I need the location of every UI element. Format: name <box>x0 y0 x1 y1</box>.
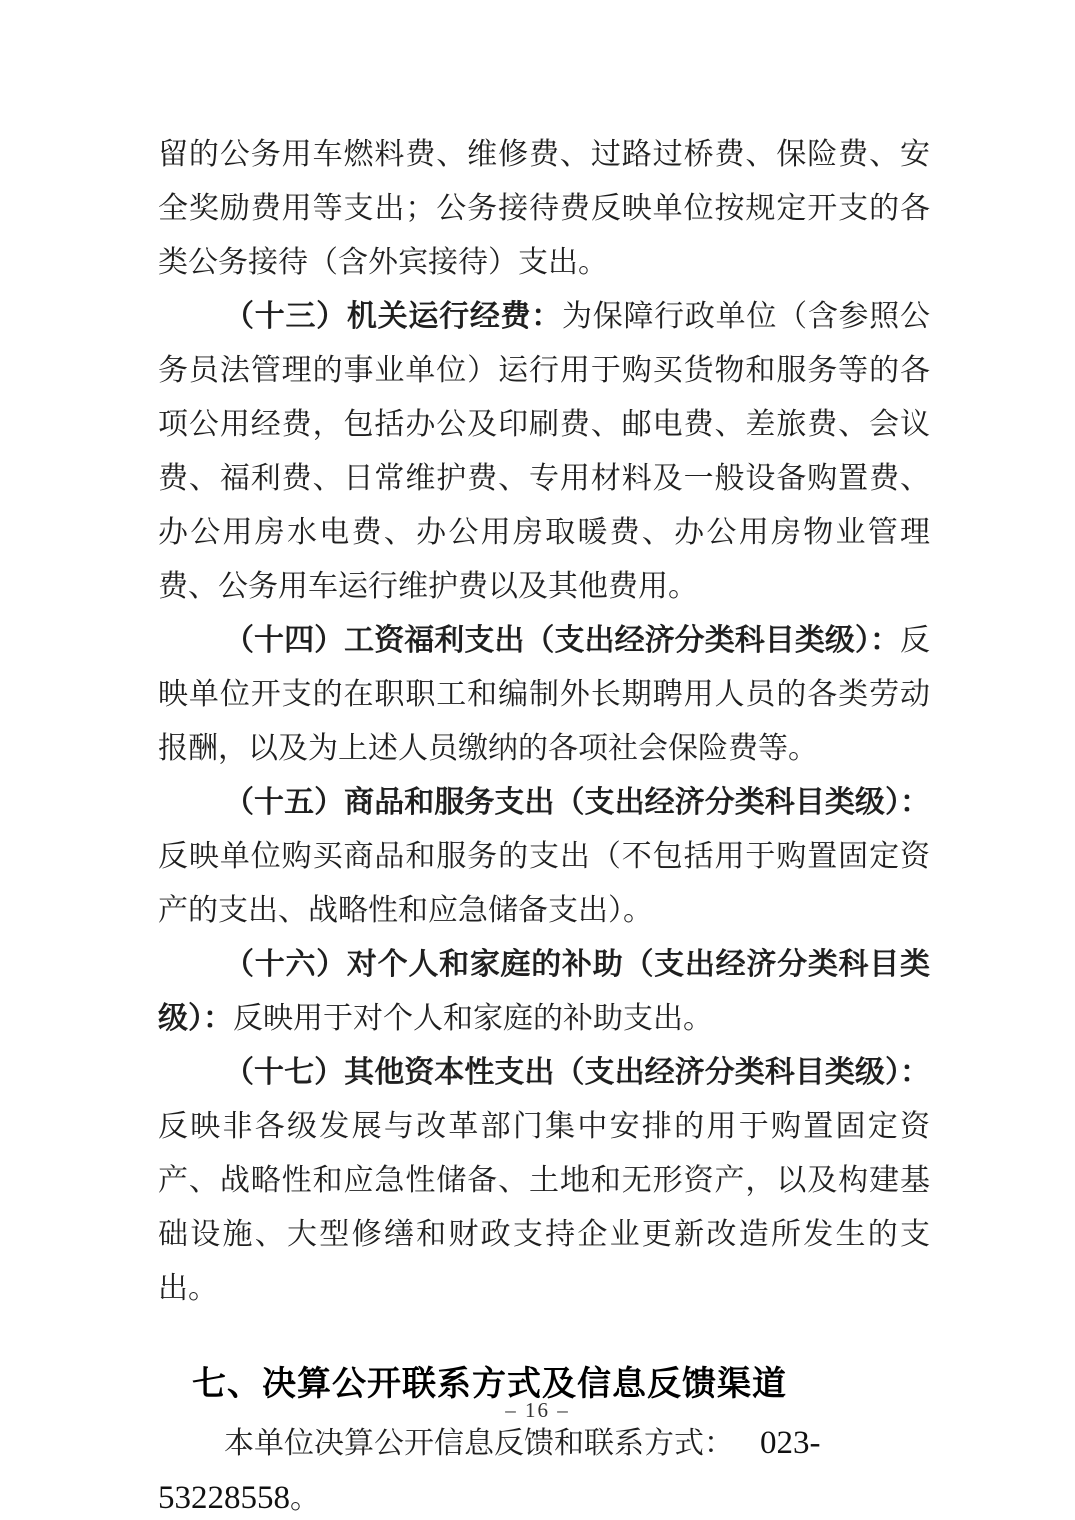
paragraph-text: 反映单位开支的在职职工和编制外长期聘用人员的各类劳动报酬，以及为上述人员缴纳的各项社会保险费等。 <box>158 624 930 765</box>
paragraph-text: 为保障行政单位（含参照公务员法管理的事业单位）运行用于购买货物和服务等的各项公用经费，包括办公及印刷费、邮电费、差旅费、会议费、福利费、日常维护费、专用材料及一般设备购置费、办公用房水电费、办公用房取暖费、办公用房物业管理费、公务用车运行维护费以及其他费用。 <box>158 300 930 603</box>
paragraph-lead: （十四）工资福利支出（支出经济分类科目类级）： <box>224 624 900 657</box>
paragraph-lead: （十七）其他资本性支出（支出经济分类科目类级）： <box>224 1056 930 1089</box>
paragraph-text: 反映用于对个人和家庭的补助支出。 <box>233 1002 713 1035</box>
paragraph-text: 反映非各级发展与改革部门集中安排的用于购置固定资产、战略性和应急性储备、土地和无形资产，以及构建基础设施、大型修缮和财政支持企业更新改造所发生的支出。 <box>158 1110 930 1305</box>
paragraph-text: 留的公务用车燃料费、维修费、过路过桥费、保险费、安全奖励费用等支出；公务接待费反映单位按规定开支的各类公务接待（含外宾接待）支出。 <box>158 138 930 279</box>
page-number: – 16 – <box>505 1398 570 1422</box>
paragraph-item-14 <box>158 614 930 776</box>
paragraph-lead: （十五）商品和服务支出（支出经济分类科目类级）： <box>224 786 930 819</box>
paragraph-item-16 <box>158 938 930 1046</box>
paragraph-text: 反映单位购买商品和服务的支出（不包括用于购置固定资产的支出、战略性和应急储备支出）。 <box>158 840 930 927</box>
contact-line <box>158 1416 930 1520</box>
paragraph-item-17 <box>158 1046 930 1316</box>
contact-phone: 023-53228558 <box>158 1425 821 1516</box>
contact-phone-suffix: 。 <box>290 1482 320 1515</box>
body-text <box>158 128 930 1520</box>
paragraph-lead: （十三）机关运行经费： <box>224 300 562 333</box>
paragraph-continuation <box>158 128 930 290</box>
contact-label: 本单位决算公开信息反馈和联系方式： <box>224 1427 734 1460</box>
paragraph-item-15 <box>158 776 930 938</box>
paragraph-lead: （十六）对个人和家庭的补助（支出经济分类科目类级）： <box>158 948 930 1035</box>
section-heading: 七、决算公开联系方式及信息反馈渠道 <box>192 1365 787 1403</box>
paragraph-item-13 <box>158 290 930 614</box>
